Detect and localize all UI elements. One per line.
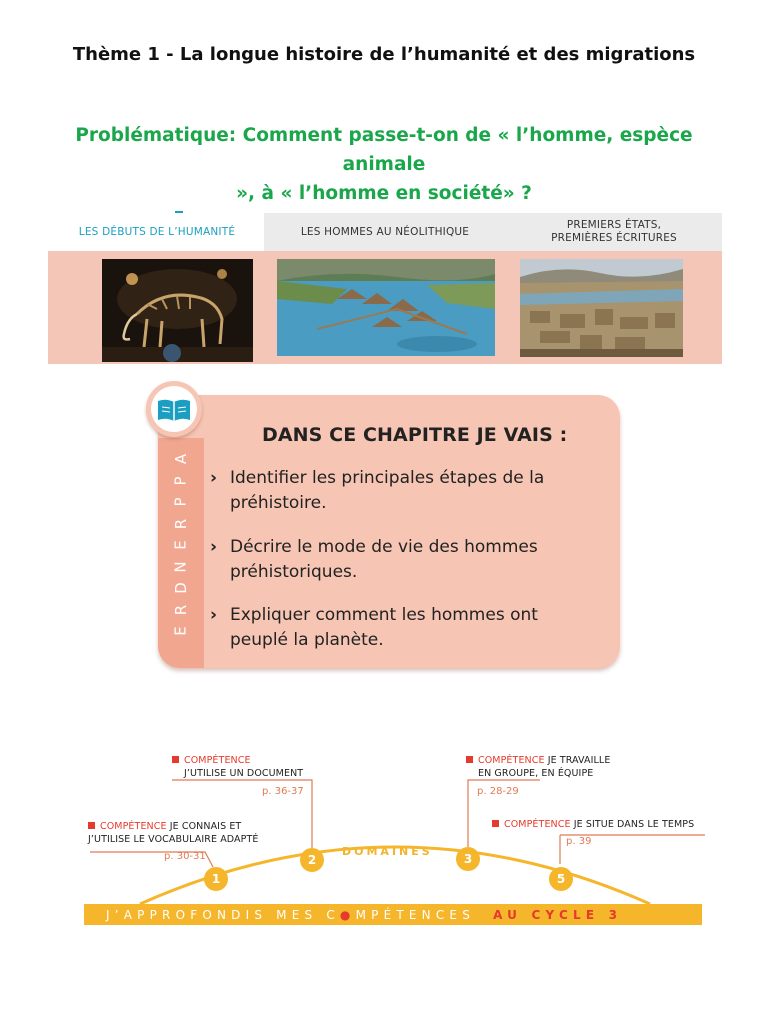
- competence-label-1: [88, 820, 328, 846]
- vertical-letter: E: [171, 540, 190, 550]
- competence-page-1: p. 30-31: [164, 851, 206, 862]
- learn-heading: DANS CE CHAPITRE JE VAIS :: [262, 424, 568, 446]
- cycle-bar: [84, 904, 702, 925]
- competence-label-2: [172, 754, 352, 780]
- tab-label: LES DÉBUTS DE L’HUMANITÉ: [78, 225, 236, 238]
- problematique-line-1: Problématique: Comment passe-t-on de « l’homme, espèce animale: [75, 125, 693, 175]
- cycle-text-part-1: J’APPROFONDIS MES C: [106, 907, 340, 922]
- vertical-letter: D: [172, 582, 190, 594]
- tab-hommes-neolithique: [264, 213, 506, 251]
- learn-item-line-2: préhistoriques.: [230, 562, 358, 582]
- gear-o-icon: ●: [339, 907, 356, 922]
- tab-label-line-2: PREMIÈRES ÉCRITURES: [551, 232, 677, 244]
- tab-label: LES HOMMES AU NÉOLITHIQUE: [300, 225, 470, 238]
- learn-item: [210, 603, 600, 653]
- competence-label-3: [466, 754, 656, 780]
- tab-label-line-1: PREMIERS ÉTATS,: [566, 219, 662, 231]
- red-square-icon: [492, 820, 499, 827]
- red-square-icon: [172, 756, 179, 763]
- learn-item-line-2: peuplé la planète.: [230, 630, 384, 650]
- competence-keyword: COMPÉTENCE: [100, 821, 167, 832]
- competence-page-5: p. 39: [566, 836, 592, 847]
- vertical-letter: P: [171, 475, 190, 486]
- problematique-line-2: », à « l’homme en société» ?: [236, 183, 532, 204]
- open-book-icon: [157, 398, 191, 422]
- photo-lake-village: [277, 259, 495, 356]
- vertical-letter: N: [171, 560, 190, 573]
- tab-debuts-humanite: [50, 213, 264, 251]
- competence-line-1: JE TRAVAILLE: [547, 755, 611, 766]
- learn-item: [210, 466, 600, 516]
- competence-line-2: J’UTILISE UN DOCUMENT: [184, 768, 304, 779]
- theme-title: Thème 1 - La longue histoire de l’humanité et des migrations: [72, 44, 696, 65]
- competence-line-1: JE CONNAIS ET: [169, 821, 242, 832]
- tab-premiers-etats: [506, 213, 722, 251]
- chevron-right-icon: ›: [210, 605, 218, 625]
- red-square-icon: [466, 756, 473, 763]
- cycle-bar-text: [84, 908, 622, 922]
- competence-line-2: EN GROUPE, EN ÉQUIPE: [478, 768, 594, 779]
- chevron-right-icon: ›: [210, 468, 218, 488]
- learn-item-line-1: Expliquer comment les hommes ont: [230, 605, 538, 625]
- vertical-letter: R: [172, 604, 190, 615]
- competence-keyword: COMPÉTENCE: [478, 755, 545, 766]
- red-square-icon: [88, 822, 95, 829]
- learn-item-line-1: Décrire le mode de vie des hommes: [230, 537, 538, 557]
- competence-keyword: COMPÉTENCE: [184, 755, 251, 766]
- domaines-label: DOMAINES: [342, 845, 433, 858]
- vertical-letter: R: [172, 518, 190, 529]
- problematique-title: [50, 121, 718, 208]
- cycle-text-part-2: MPÉTENCES: [355, 907, 476, 922]
- competence-page-3: p. 28-29: [477, 786, 519, 797]
- photo-ancient-city: [520, 259, 683, 357]
- tab-label: [551, 219, 677, 245]
- learn-item-line-2: préhistoire.: [230, 493, 327, 513]
- learn-item-line-1: Identifier les principales étapes de la: [230, 468, 545, 488]
- competence-keyword: COMPÉTENCE: [504, 819, 571, 830]
- node-number: 1: [211, 872, 221, 886]
- competence-line-1: JE SITUE DANS LE TEMPS: [573, 819, 695, 830]
- competence-label-5: [492, 818, 712, 831]
- vertical-letter: P: [171, 497, 190, 507]
- vertical-letter: A: [171, 453, 190, 465]
- competence-page-2: p. 36-37: [262, 786, 304, 797]
- node-number: 5: [556, 872, 566, 886]
- node-number: 3: [463, 852, 473, 866]
- chevron-right-icon: ›: [210, 537, 218, 557]
- vertical-letter: E: [171, 626, 190, 636]
- learn-item: [210, 535, 600, 585]
- competence-line-2: J’UTILISE LE VOCABULAIRE ADAPTÉ: [88, 834, 259, 845]
- cycle-text-part-3: AU CYCLE 3: [493, 907, 623, 922]
- apprendre-vertical-label: [158, 450, 204, 640]
- photo-mammoth-skeleton: [102, 259, 253, 362]
- node-number: 2: [307, 853, 317, 867]
